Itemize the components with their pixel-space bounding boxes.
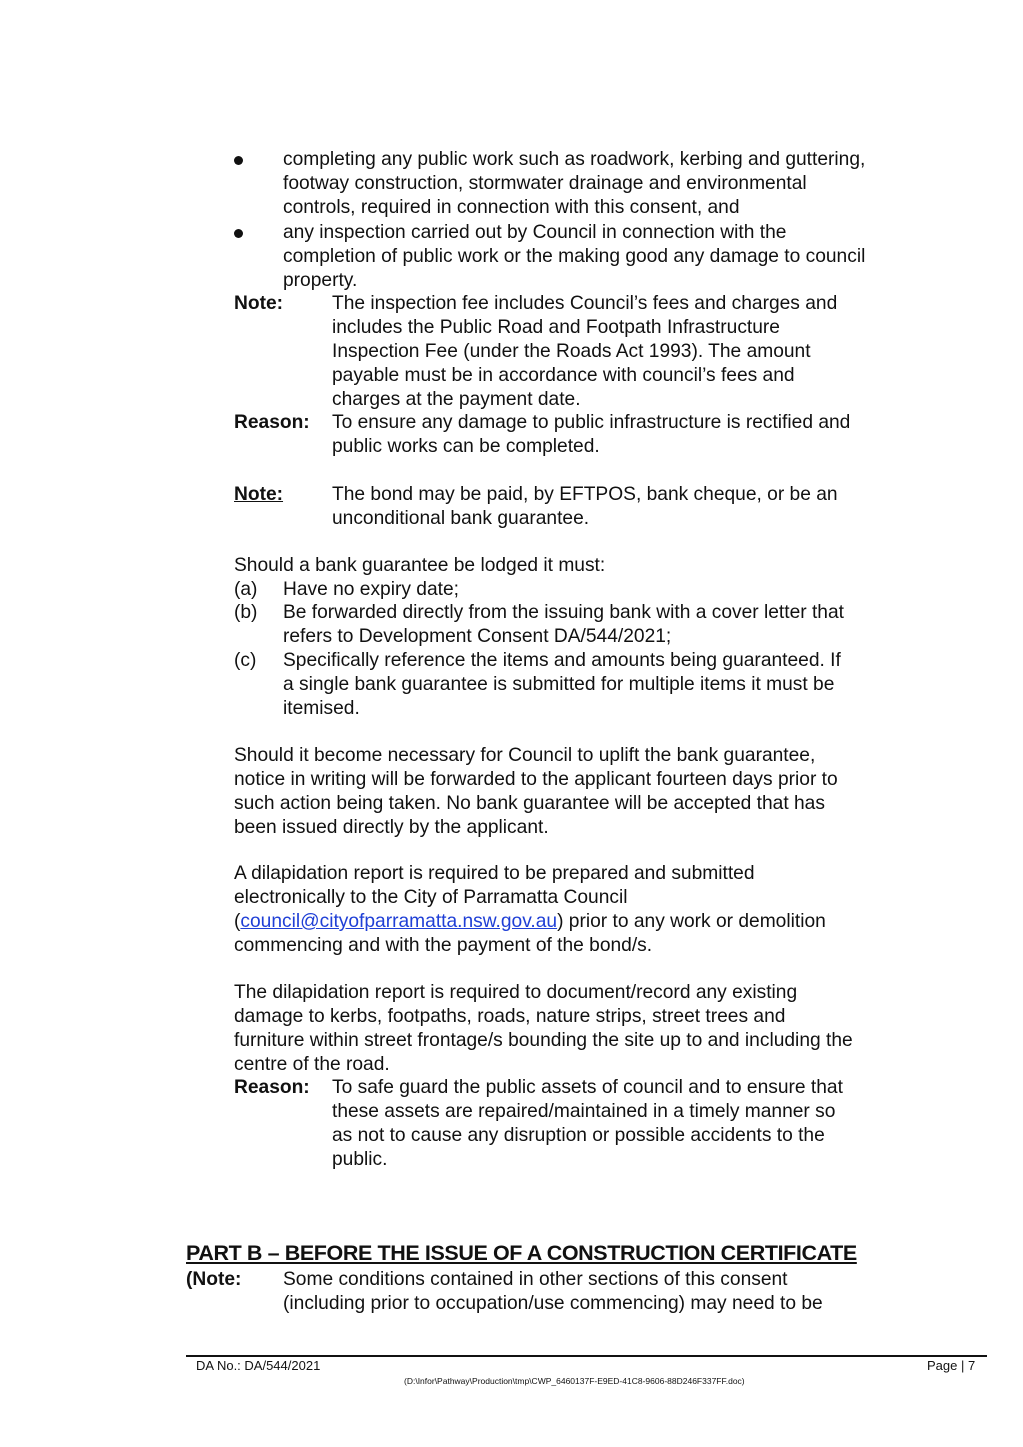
text-line: electronically to the City of Parramatta Council	[234, 887, 628, 908]
text-line: controls, required in connection with this consent, and	[283, 197, 740, 218]
text-line: refers to Development Consent DA/544/2021;	[283, 626, 672, 647]
text-line: To ensure any damage to public infrastructure is rectified and	[332, 412, 851, 433]
text-line: charges at the payment date.	[332, 389, 581, 410]
reason-public-assets	[332, 1076, 902, 1172]
note-label: Note:	[234, 484, 284, 505]
note-bond-payment	[332, 483, 902, 531]
list-marker: (c)	[234, 650, 257, 671]
bullet-item-inspection	[283, 221, 899, 293]
text-line: Be forwarded directly from the issuing bank with a cover letter that	[283, 602, 844, 623]
note-label: Note:	[234, 293, 284, 314]
text-line: Have no expiry date;	[283, 579, 459, 600]
text-line: itemised.	[283, 698, 360, 719]
council-email-link[interactable]: council@cityofparramatta.nsw.gov.au	[240, 911, 558, 932]
text-line: The dilapidation report is required to document/record any existing	[234, 982, 798, 1003]
text-line: centre of the road.	[234, 1054, 390, 1075]
text-line: these assets are repaired/maintained in a timely manner so	[332, 1101, 836, 1122]
footer-divider	[186, 1355, 987, 1357]
text-line: any inspection carried out by Council in connection with the	[283, 222, 787, 243]
text-line: a single bank guarantee is submitted for multiple items it must be	[283, 674, 835, 695]
text-line: Specifically reference the items and amounts being guaranteed. If	[283, 650, 841, 671]
list-item	[283, 649, 903, 721]
text-line: property.	[283, 270, 358, 291]
part-b-heading: PART B – BEFORE THE ISSUE OF A CONSTRUCTION CERTIFICATE	[186, 1241, 857, 1265]
text-line: notice in writing will be forwarded to the applicant fourteen days prior to	[234, 769, 838, 790]
text-line: A dilapidation report is required to be prepared and submitted	[234, 863, 755, 884]
text-line: (including prior to occupation/use commencing) may need to be	[283, 1293, 823, 1314]
footer-file-path: (D:\Infor\Pathway\Production\tmp\CWP_6460137F-E9ED-41C8-9606-88D246F337FF.doc)	[404, 1376, 745, 1386]
text-line: Some conditions contained in other sections of this consent	[283, 1269, 788, 1290]
part-b-note	[283, 1268, 899, 1316]
text-line: Inspection Fee (under the Roads Act 1993). The amount	[332, 341, 811, 362]
text-line: includes the Public Road and Footpath Infrastructure	[332, 317, 780, 338]
text-line: completing any public work such as roadwork, kerbing and guttering,	[283, 149, 866, 170]
text-line: The bond may be paid, by EFTPOS, bank cheque, or be an	[332, 484, 838, 505]
record-paragraph	[234, 981, 904, 1077]
reason-label: Reason:	[234, 412, 310, 433]
text-line: furniture within street frontage/s bounding the site up to and including the	[234, 1030, 853, 1051]
text-line: completion of public work or the making good any damage to council	[283, 246, 866, 267]
text-line: payable must be in accordance with council’s fees and	[332, 365, 795, 386]
text-span: ) prior to any work or demolition	[557, 911, 826, 932]
list-marker: (a)	[234, 579, 258, 600]
list-item	[283, 601, 903, 649]
note-label: (Note:	[186, 1269, 242, 1290]
paren-text: (	[234, 911, 241, 932]
text-line: such action being taken. No bank guarantee will be accepted that has	[234, 793, 825, 814]
text-line: The inspection fee includes Council’s fees and charges and	[332, 293, 838, 314]
guarantee-intro: Should a bank guarantee be lodged it must:	[234, 555, 606, 576]
reason-infrastructure	[332, 411, 902, 459]
footer-da-number: DA No.: DA/544/2021	[196, 1358, 321, 1373]
dilapidation-paragraph	[234, 862, 904, 958]
text-line: public works can be completed.	[332, 436, 600, 457]
bullet-icon	[234, 229, 243, 238]
note-inspection-fee	[332, 292, 902, 412]
text-line: footway construction, stormwater drainage and environmental	[283, 173, 807, 194]
text-line: To safe guard the public assets of council and to ensure that	[332, 1077, 843, 1098]
text-line: commencing and with the payment of the bond/s.	[234, 935, 653, 956]
list-marker: (b)	[234, 602, 258, 623]
text-line: public.	[332, 1149, 388, 1170]
text-line	[234, 910, 904, 934]
text-line: been issued directly by the applicant.	[234, 817, 549, 838]
footer-page-number: Page | 7	[927, 1358, 976, 1373]
reason-label: Reason:	[234, 1077, 310, 1098]
text-line: as not to cause any disruption or possible accidents to the	[332, 1125, 825, 1146]
list-item	[283, 578, 903, 602]
text-line: Should it become necessary for Council to uplift the bank guarantee,	[234, 745, 816, 766]
text-line: damage to kerbs, footpaths, roads, nature strips, street trees and	[234, 1006, 786, 1027]
bullet-icon	[234, 156, 243, 165]
bullet-item-public-work	[283, 148, 899, 220]
text-line: unconditional bank guarantee.	[332, 508, 590, 529]
uplift-paragraph	[234, 744, 904, 840]
